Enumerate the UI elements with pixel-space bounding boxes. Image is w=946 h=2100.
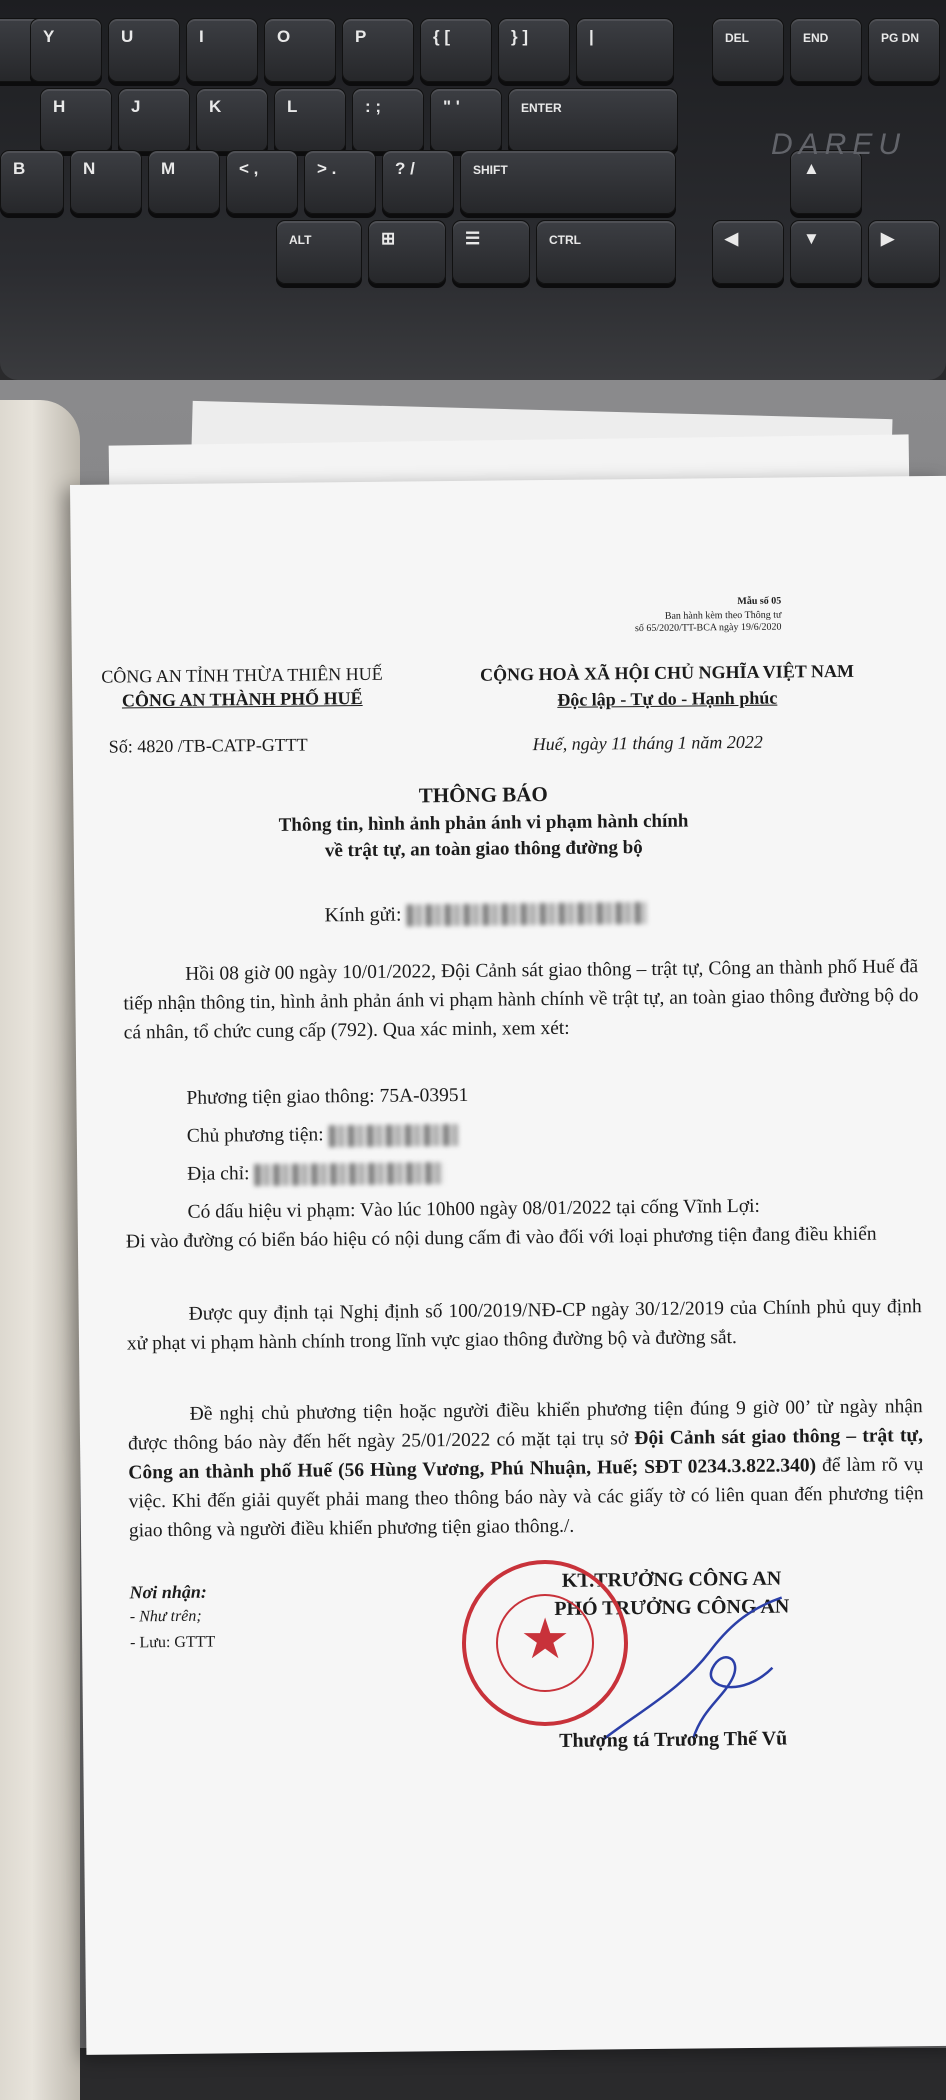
signer-title: KT.TRƯỞNG CÔNG AN [561,1567,782,1592]
document-date: Huế, ngày 11 tháng 1 năm 2022 [532,731,763,755]
form-note: số 65/2020/TT-BCA ngày 19/6/2020 [634,621,782,635]
form-note: Ban hành kèm theo Thông tư [664,609,782,622]
key-enter: ENTER [508,88,678,152]
menu-key-icon: ☰ [452,220,530,284]
arrow-up-key: ▲ [790,150,862,214]
document-subtitle: Thông tin, hình ảnh phản ánh vi phạm hành chính [278,810,689,836]
agency-parent: CÔNG AN TỈNH THỪA THIÊN HUẾ [101,663,383,687]
key-h: H [40,88,112,152]
key-m: M [148,150,220,214]
key-k: K [196,88,268,152]
key-i: I [186,18,258,82]
key-bracket-left: { [ [420,18,492,82]
key-period: > . [304,150,376,214]
key-shift: SHIFT [460,150,676,214]
form-number: Mẫu số 05 [737,595,782,608]
key-j: J [118,88,190,152]
key-pgdn: PG DN [868,18,940,82]
seal-inner-ring [496,1594,594,1692]
recipient-label: Kính gửi: [324,903,402,927]
key-bracket-right: } ] [498,18,570,82]
key-y: Y [30,18,102,82]
agency-name: CÔNG AN THÀNH PHỐ HUẾ [121,687,363,711]
request-text: để làm rõ vụ việc. Khi đến giải quyết phải mang theo thông báo này và các giấy tờ có liên quan đến phương tiện giao thông và người điều khiển phương tiện giao thông./. [128,1454,924,1542]
key-quote: " ' [430,88,502,152]
arrow-down-key: ▼ [790,220,862,284]
paragraph-intro: Hồi 08 giờ 00 ngày 10/01/2022, Đội Cảnh sát giao thông – trật tự, Công an thành phố Huế đã tiếp nhận thông tin, hình ảnh phản ánh vi phạm hành chính về trật tự, an toàn giao thông đường bộ do cá nhân, tổ chức cung cấp (792). Qua xác minh, xem xét: [123,956,919,1044]
redacted-recipient [406,902,646,927]
national-motto: Độc lập - Tự do - Hạnh phúc [557,687,778,710]
key-del: DEL [712,18,784,82]
vehicle-plate: Phương tiện giao thông: 75A-03951 [186,1084,469,1109]
key-p: P [342,18,414,82]
address-label: Địa chỉ: [187,1163,250,1185]
country-name: CỘNG HOÀ XÃ HỘI CHỦ NGHĨA VIỆT NAM [479,660,855,685]
redacted-owner [328,1123,458,1146]
recipients-item: - Như trên; [129,1607,202,1626]
key-ctrl: CTRL [536,220,676,284]
document-subtitle: về trật tự, an toàn giao thông đường bộ [324,837,643,862]
paragraph-decree: Được quy định tại Nghị định số 100/2019/NĐ-CP ngày 30/12/2019 của Chính phủ quy định xử phạt vi phạm hành chính trong lĩnh vực giao thông đường bộ và đường sắt. [126,1296,922,1355]
violation-detail: Đi vào đường có biển báo hiệu có nội dung cấm đi vào đối với loại phương tiện đang điều khiển [125,1223,877,1253]
key-backslash: | [576,18,674,82]
key-o: O [264,18,336,82]
signer-title: PHÓ TRƯỞNG CÔNG AN [554,1595,790,1620]
signer-name: Thượng tá Trương Thế Vũ [559,1727,788,1752]
star-icon: ★ [520,1609,571,1671]
recipients-item: - Lưu: GTTT [130,1633,216,1652]
key-l: L [274,88,346,152]
key-comma: < , [226,150,298,214]
recipient-line [324,901,646,928]
key-semicolon: : ; [352,88,424,152]
book-edge [0,400,80,2100]
document-title: THÔNG BÁO [418,782,548,808]
keyboard [0,0,946,380]
address-line [187,1157,444,1189]
keyboard-brand-logo: DAREU [770,128,906,161]
redacted-address [254,1162,444,1186]
recipients-label: Nơi nhận: [129,1581,207,1603]
notice-document [70,476,946,2055]
violation-summary: Có dấu hiệu vi phạm: Vào lúc 10h00 ngày 08/01/2022 tại cống Vĩnh Lợi: [187,1195,761,1223]
key-alt: ALT [276,220,362,284]
document-number: Số: 4820 /TB-CATP-GTTT [108,734,308,757]
owner-line [187,1119,459,1151]
official-seal-stamp [462,1560,628,1726]
request-text: Đề nghị chủ phương tiện hoặc người điều khiển phương tiện đúng 9 giờ 00’ từ ngày nhận được thông báo này đến hết ngày 25/01/2022 có mặt tại trụ sở [127,1396,923,1455]
key-n: N [70,150,142,214]
paragraph-request [128,1392,924,1545]
key-slash: ? / [382,150,454,214]
arrow-left-key: ◀ [712,220,784,284]
owner-label: Chủ phương tiện: [186,1124,324,1147]
key-u: U [108,18,180,82]
windows-key-icon: ⊞ [368,220,446,284]
key-b: B [0,150,64,214]
key-end: END [790,18,862,82]
police-office-address: Đội Cảnh sát giao thông – trật tự, Công an thành phố Huế (56 Hùng Vương, Phú Nhuận, Huế; SĐT 0234.3.822.340) [128,1425,924,1484]
arrow-right-key: ▶ [868,220,940,284]
